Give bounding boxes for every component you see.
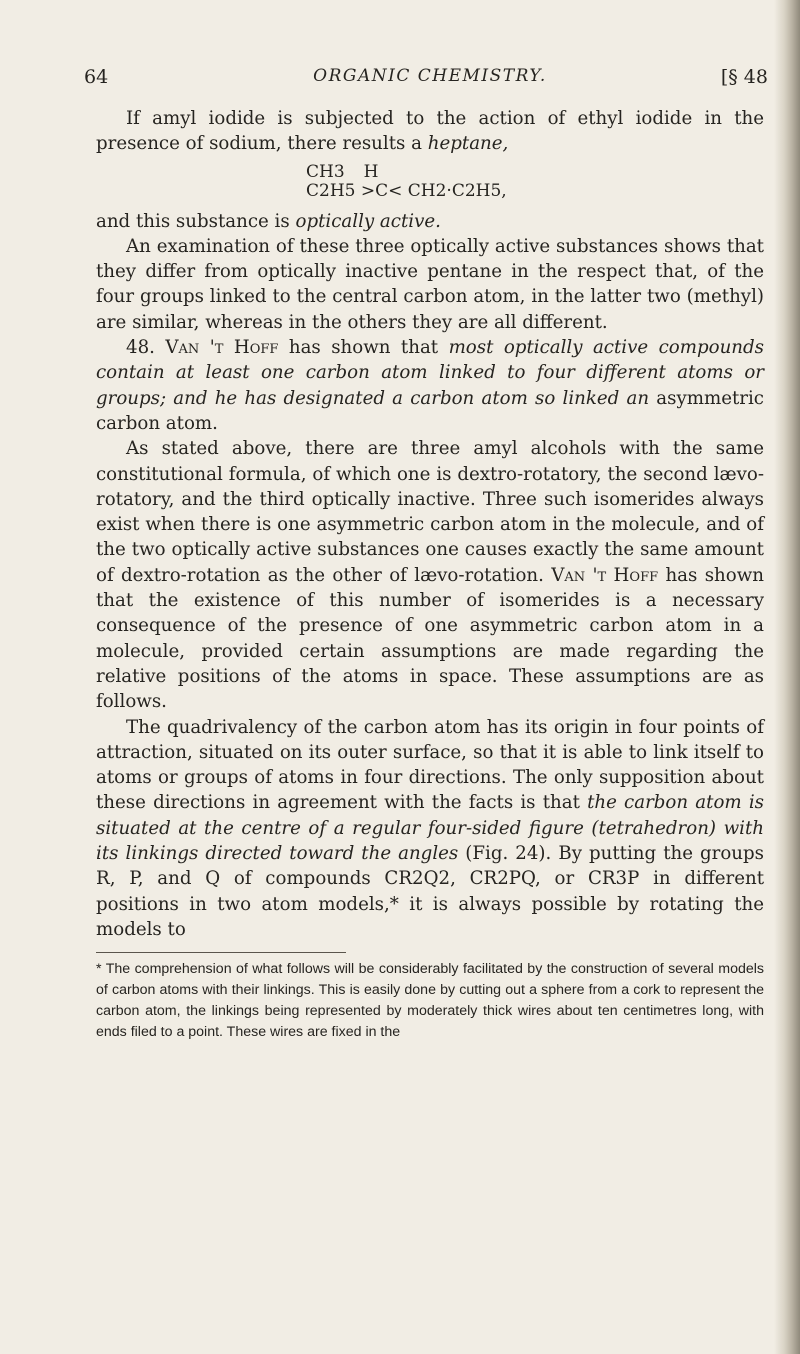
running-title: ORGANIC CHEMISTRY. [313, 66, 547, 86]
paragraph-heptane: If amyl iodide is subjected to the action of ethyl iodide in the presence of sodium, there results a heptane, [96, 108, 764, 155]
page-number: 64 [84, 66, 109, 88]
formula-row-1: CH3 H [306, 161, 379, 182]
book-page [84, 66, 768, 1043]
paragraph-section-48: 48. Van 't Hoff has shown that most optically active compounds contain at least one carbon atom linked to four different atoms or groups; and he has designated a carbon atom so linked an asymmetric carbon atom. [96, 337, 764, 434]
formula-row-2: C2H5 >C< CH2·C2H5, [306, 180, 507, 201]
paragraph-amyl-alcohols: As stated above, there are three amyl alcohols with the same constitutional formula, of which one is dextro-rotatory, the second lævo-rotatory, and the third optically inactive. Three such isomerides always exist when there is one asymmetric carbon atom in the molecule, and of the two optically active substances one causes exactly the same amount of dextro-rotation as the other of lævo-rotation. Van 't Hoff has shown that the existence of this number of isomerides is a necessary consequence of the presence of one asymmetric carbon atom in a molecule, provided certain assumptions are made regarding the relative positions of the atoms in space. These assumptions are as follows. [96, 438, 764, 713]
page-edge-shadow [774, 0, 800, 1354]
heptane-formula [306, 163, 764, 201]
paragraph-examination: An examination of these three optically active substances shows that they differ from optically inactive pentane in the respect that, of the four groups linked to the central carbon atom, in the latter two (methyl) are similar, whereas in the others they are all different. [96, 235, 764, 333]
page-header [84, 66, 768, 96]
section-reference: [§ 48 [720, 66, 768, 88]
paragraph-quadrivalency: The quadrivalency of the carbon atom has its origin in four points of attraction, situated on its outer surface, so that it is able to link itself to atoms or groups of atoms in four directions. The only supposition about these directions in agreement with the facts is that the carbon atom is situated at the centre of a regular four-sided figure (tetrahedron) with its linkings directed toward the angles (Fig. 24). By putting the groups R, P, and Q of compounds CR2Q2, CR2PQ, or CR3P in different positions in two atom models,* it is always possible by rotating the models to [96, 716, 764, 940]
footnote: * The comprehension of what follows will be considerably facilitated by the construction of several models of carbon atoms with their linkings. This is easily done by cutting out a sphere from a cork to represent the carbon atom, the linkings being represented by moderately thick wires about ten centimetres long, with ends filed to a point. These wires are fixed in the [96, 961, 764, 1041]
footnote-divider [96, 952, 346, 953]
paragraph-optically-active: and this substance is optically active. [96, 210, 441, 232]
